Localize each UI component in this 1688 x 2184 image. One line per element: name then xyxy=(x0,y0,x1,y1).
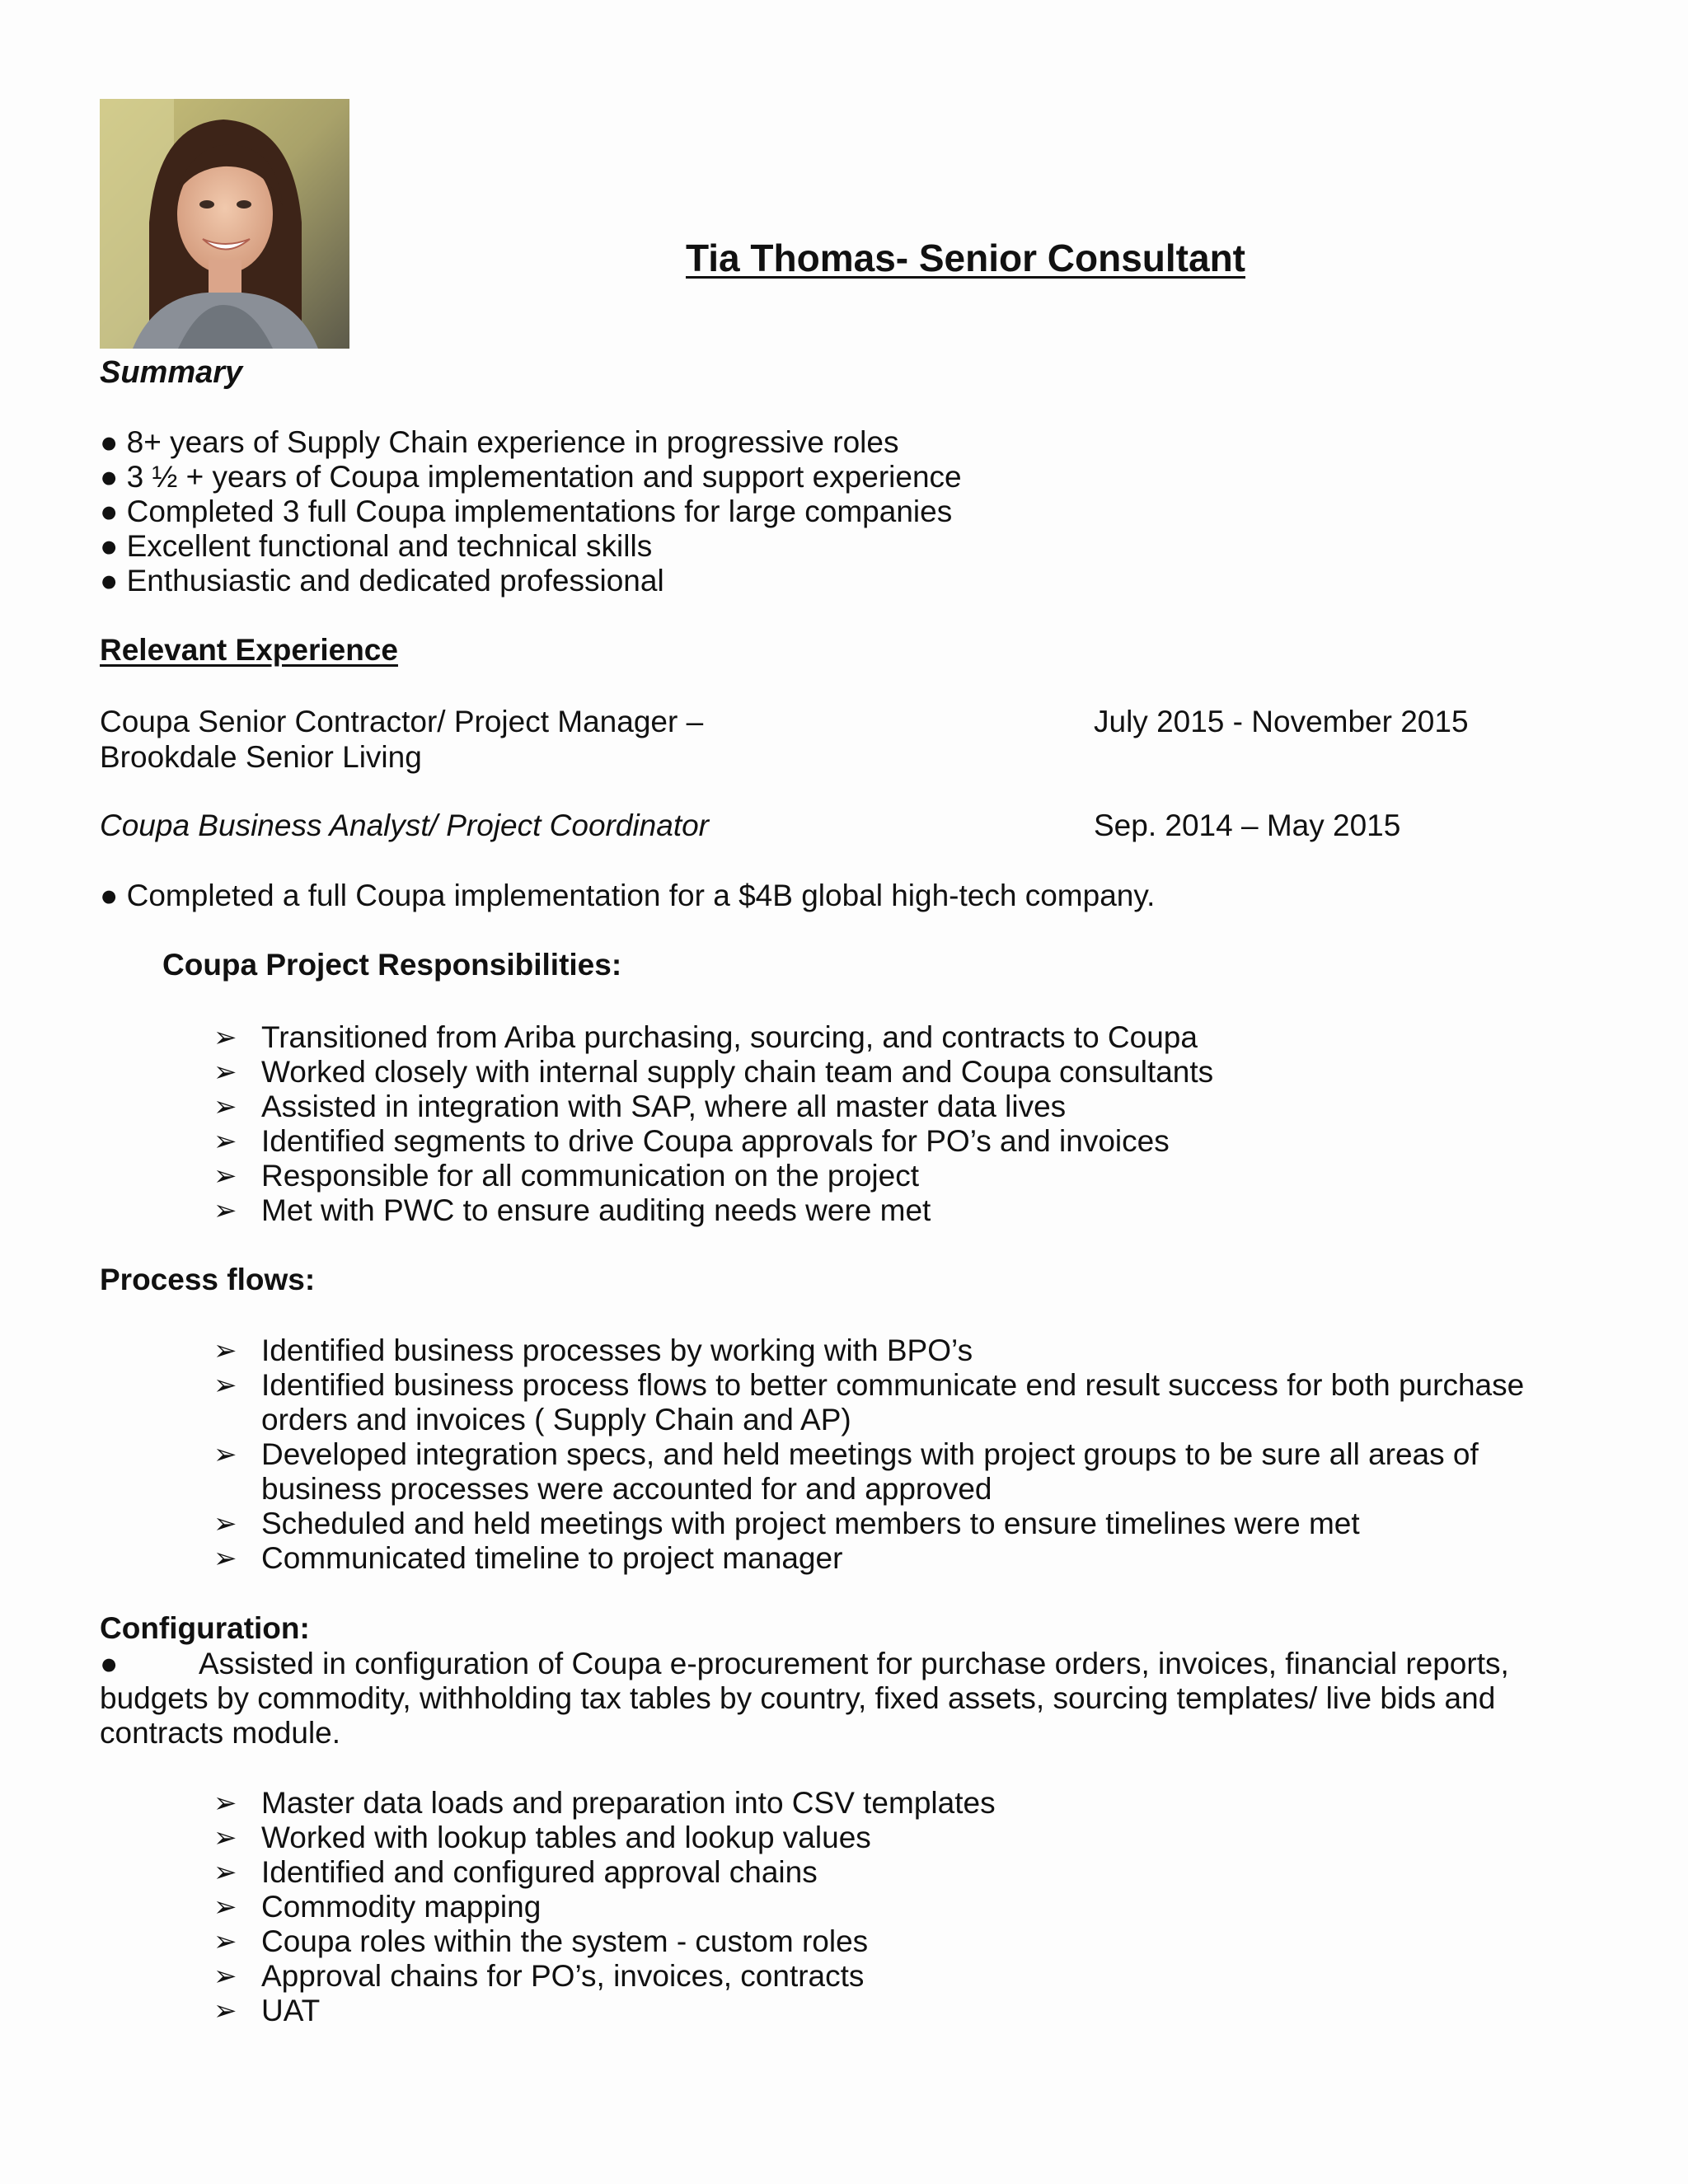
list-item xyxy=(100,1090,1213,1124)
job1-dates: July 2015 - November 2015 xyxy=(1094,705,1469,738)
list-item-text: Developed integration specs, and held meetings with project groups to be sure all areas of xyxy=(261,1437,1479,1471)
summary-heading: Summary xyxy=(100,355,243,390)
summary-item: ● 3 ½ + years of Coupa implementation and support experience xyxy=(100,460,962,494)
list-item-text-continued: business processes were accounted for and approved xyxy=(261,1472,992,1506)
job1-title: Coupa Senior Contractor/ Project Manager – xyxy=(100,705,704,738)
summary-list xyxy=(100,425,962,598)
bullet-icon: ● xyxy=(100,1647,119,1680)
list-item-text: Transitioned from Ariba purchasing, sourcing, and contracts to Coupa xyxy=(261,1020,1198,1054)
list-item xyxy=(100,1821,996,1855)
list-item xyxy=(100,1924,996,1959)
list-item xyxy=(100,1193,1213,1228)
arrow-bullet-icon: ➢ xyxy=(213,1961,237,1992)
arrow-bullet-icon: ➢ xyxy=(213,1543,237,1574)
list-item-text: Worked with lookup tables and lookup values xyxy=(261,1821,871,1854)
list-item-text: Identified segments to drive Coupa approvals for PO’s and invoices xyxy=(261,1124,1170,1158)
list-item-text: UAT xyxy=(261,1994,321,2027)
arrow-bullet-icon: ➢ xyxy=(213,1091,237,1122)
list-item-text: Master data loads and preparation into CSV templates xyxy=(261,1786,996,1820)
list-item xyxy=(100,1890,996,1924)
list-item-text: Communicated timeline to project manager xyxy=(261,1541,843,1575)
list-item-text: Worked closely with internal supply chain team and Coupa consultants xyxy=(261,1055,1214,1089)
process-flows-heading: Process flows: xyxy=(100,1263,316,1296)
list-item xyxy=(100,1507,1524,1541)
list-item-text: Scheduled and held meetings with project members to ensure timelines were met xyxy=(261,1507,1360,1540)
configuration-heading: Configuration: xyxy=(100,1611,310,1645)
arrow-bullet-icon: ➢ xyxy=(213,1057,237,1088)
list-item xyxy=(100,1959,996,1994)
experience-heading: Relevant Experience xyxy=(100,633,398,667)
list-item xyxy=(100,1994,996,2028)
list-item xyxy=(100,1541,1524,1576)
arrow-bullet-icon: ➢ xyxy=(213,1788,237,1819)
configuration-paragraph-text: Assisted in configuration of Coupa e-procurement for purchase orders, invoices, financial reports, budgets by commodity, withholding tax tables by country, fixed assets, sourcing templates/ live bids and contracts module. xyxy=(100,1647,1509,1750)
arrow-bullet-icon: ➢ xyxy=(213,1126,237,1157)
arrow-bullet-icon: ➢ xyxy=(213,1926,237,1957)
list-item xyxy=(100,1055,1213,1090)
arrow-bullet-icon: ➢ xyxy=(213,1891,237,1923)
page-title: Tia Thomas- Senior Consultant xyxy=(686,237,1245,279)
configuration-paragraph xyxy=(100,1647,1517,1750)
list-item-text: Identified business process flows to better communicate end result success for both purchase xyxy=(261,1368,1525,1402)
list-item xyxy=(100,1333,1524,1368)
arrow-bullet-icon: ➢ xyxy=(213,1335,237,1366)
arrow-bullet-icon: ➢ xyxy=(213,1995,237,2027)
list-item xyxy=(100,1159,1213,1193)
arrow-bullet-icon: ➢ xyxy=(213,1022,237,1053)
list-item-text: Identified business processes by working with BPO’s xyxy=(261,1333,973,1367)
list-item-text: Identified and configured approval chains xyxy=(261,1855,818,1889)
job2-dates: Sep. 2014 – May 2015 xyxy=(1094,808,1401,842)
arrow-bullet-icon: ➢ xyxy=(213,1195,237,1226)
list-item xyxy=(100,1437,1524,1507)
list-item xyxy=(100,1855,996,1890)
job2-title: Coupa Business Analyst/ Project Coordinator xyxy=(100,808,710,842)
list-item xyxy=(100,1786,996,1821)
arrow-bullet-icon: ➢ xyxy=(213,1439,237,1470)
summary-item: ● 8+ years of Supply Chain experience in progressive roles xyxy=(100,425,899,459)
list-item-text: Assisted in integration with SAP, where all master data lives xyxy=(261,1090,1067,1123)
summary-item: ● Completed 3 full Coupa implementations for large companies xyxy=(100,494,953,528)
list-item-text: Met with PWC to ensure auditing needs were met xyxy=(261,1193,931,1227)
arrow-bullet-icon: ➢ xyxy=(213,1370,237,1401)
process-flows-list xyxy=(100,1333,1524,1576)
profile-photo-image xyxy=(100,99,349,349)
list-item-text: Commodity mapping xyxy=(261,1890,542,1924)
list-item-text: Coupa roles within the system - custom roles xyxy=(261,1924,869,1958)
configuration-list xyxy=(100,1786,996,2028)
list-item xyxy=(100,1124,1213,1159)
arrow-bullet-icon: ➢ xyxy=(213,1822,237,1854)
job1-company: Brookdale Senior Living xyxy=(100,740,422,774)
summary-item: ● Enthusiastic and dedicated professional xyxy=(100,564,664,598)
summary-item: ● Excellent functional and technical skills xyxy=(100,529,653,563)
list-item-text: Responsible for all communication on the project xyxy=(261,1159,919,1193)
arrow-bullet-icon: ➢ xyxy=(213,1508,237,1540)
job2-achievement: ● Completed a full Coupa implementation for a $4B global high-tech company. xyxy=(100,879,1156,912)
responsibilities-heading: Coupa Project Responsibilities: xyxy=(162,948,622,982)
profile-photo xyxy=(100,99,349,349)
arrow-bullet-icon: ➢ xyxy=(213,1857,237,1888)
arrow-bullet-icon: ➢ xyxy=(213,1160,237,1192)
responsibilities-list xyxy=(100,1020,1213,1228)
list-item xyxy=(100,1368,1524,1437)
list-item-text-continued: orders and invoices ( Supply Chain and AP) xyxy=(261,1403,851,1436)
list-item-text: Approval chains for PO’s, invoices, contracts xyxy=(261,1959,865,1993)
list-item xyxy=(100,1020,1213,1055)
